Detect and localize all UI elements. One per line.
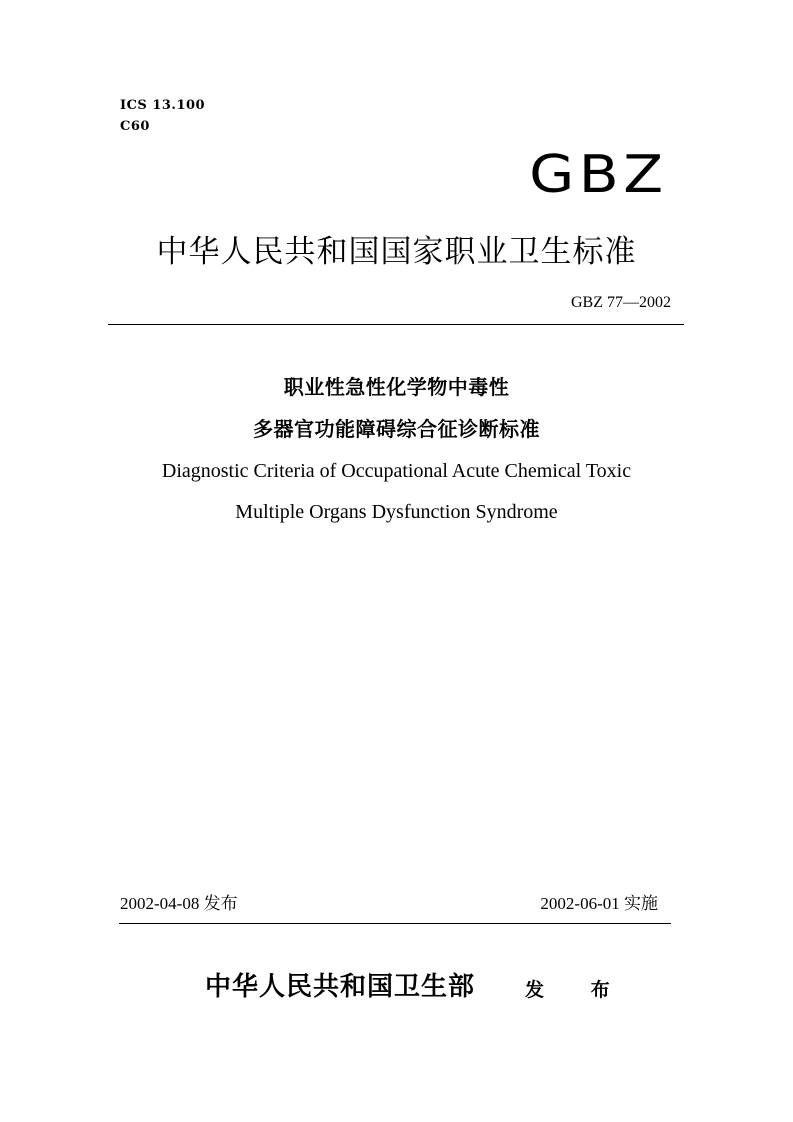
issue-action: 发 布 <box>525 979 630 1001</box>
implementation-date: 2002-06-01 实施 <box>540 894 658 913</box>
title-cn-line1: 职业性急性化学物中毒性 <box>283 375 510 399</box>
title-cn-line2: 多器官功能障碍综合征诊断标准 <box>253 417 540 441</box>
issuing-authority: 中华人民共和国卫生部 <box>205 972 476 1002</box>
title-en-line1: Diagnostic Criteria of Occupational Acute Chemical Toxic <box>161 460 632 482</box>
standard-number: GBZ 77—2002 <box>571 294 671 311</box>
issue-date: 2002-04-08 发布 <box>120 894 238 913</box>
gbz-logo: GBZ <box>529 145 668 205</box>
standard-category-title: 中华人民共和国国家职业卫生标准 <box>156 234 637 270</box>
ics-code: ICS 13.100 <box>120 98 206 113</box>
footer-divider <box>119 923 671 924</box>
ccs-code: C60 <box>120 119 150 134</box>
header-divider <box>108 324 684 325</box>
title-en-line2: Multiple Organs Dysfunction Syndrome <box>235 501 558 523</box>
